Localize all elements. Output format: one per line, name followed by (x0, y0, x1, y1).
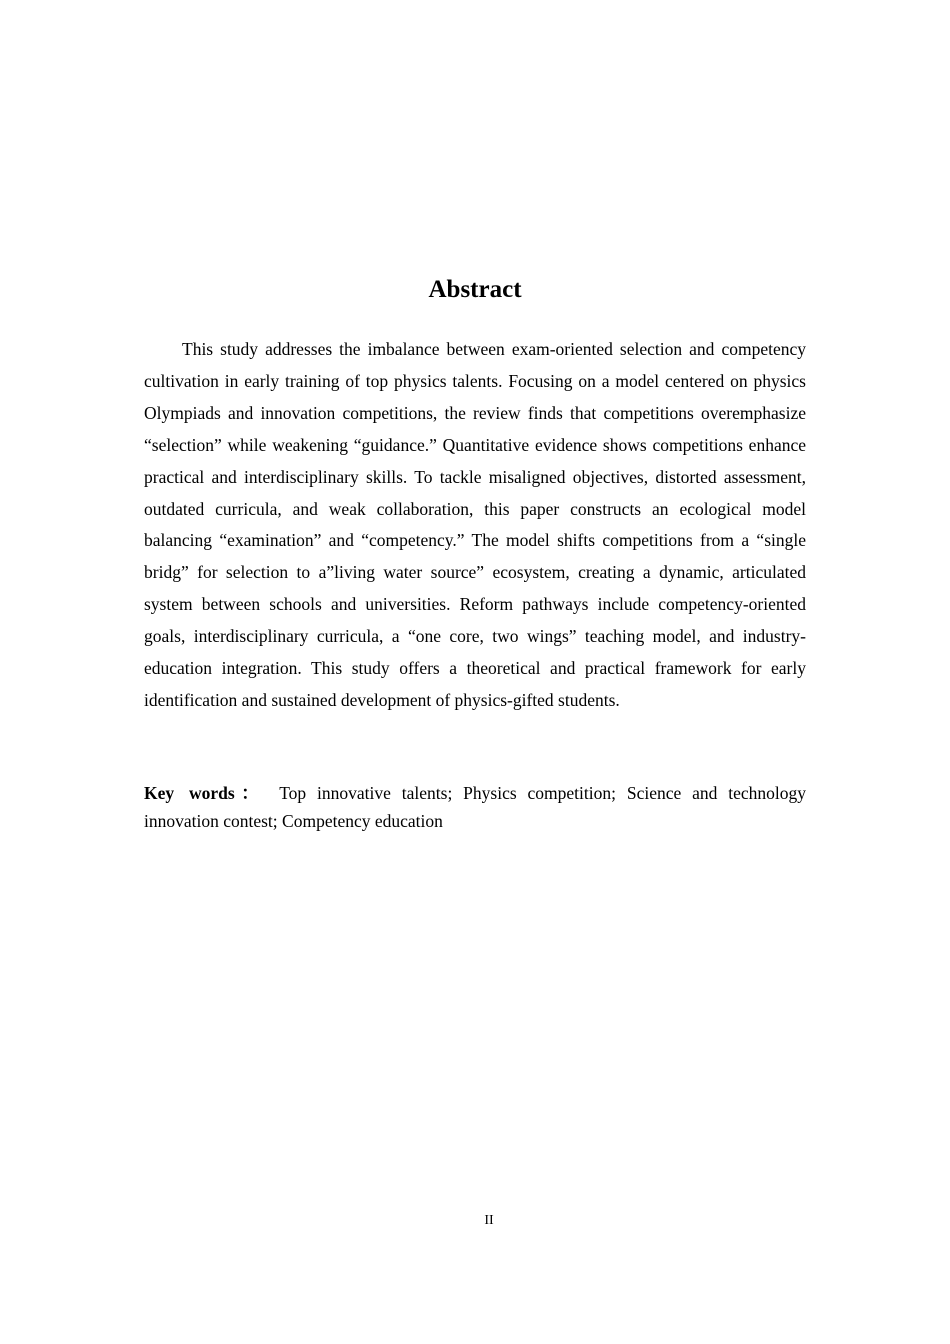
abstract-title: Abstract (428, 276, 522, 303)
abstract-body: This study addresses the imbalance between exam-oriented selection and competency cultivation in early training of top physics talents. Focusing on a model centered on physics Olympiads and innovation competitions, the review finds that competitions overemphasize “selection” while weakening “guidance.” Quantitative evidence shows competitions enhance practical and interdisciplinary skills. To tackle misaligned objectives, distorted assessment, outdated curricula, and weak collaboration, this paper constructs an ecological model balancing “examination” and “competency.” The model shifts competitions from a “single bridg” for selection to a”living water source” ecosystem, creating a dynamic, articulated system between schools and universities. Reform pathways include competency-oriented goals, interdisciplinary curricula, a “one core, two wings” teaching model, and industry-education integration. This study offers a theoretical and practical framework for early identification and sustained development of physics-gifted students. (144, 339, 806, 710)
keywords-paragraph (144, 779, 806, 835)
page-number: II (484, 1213, 494, 1228)
keywords-list: Top innovative talents; Physics competition; Science and technology innovation contest; Competency education (144, 783, 807, 831)
keywords-separator: ： (234, 783, 266, 803)
keywords-label: Key words (144, 783, 235, 803)
